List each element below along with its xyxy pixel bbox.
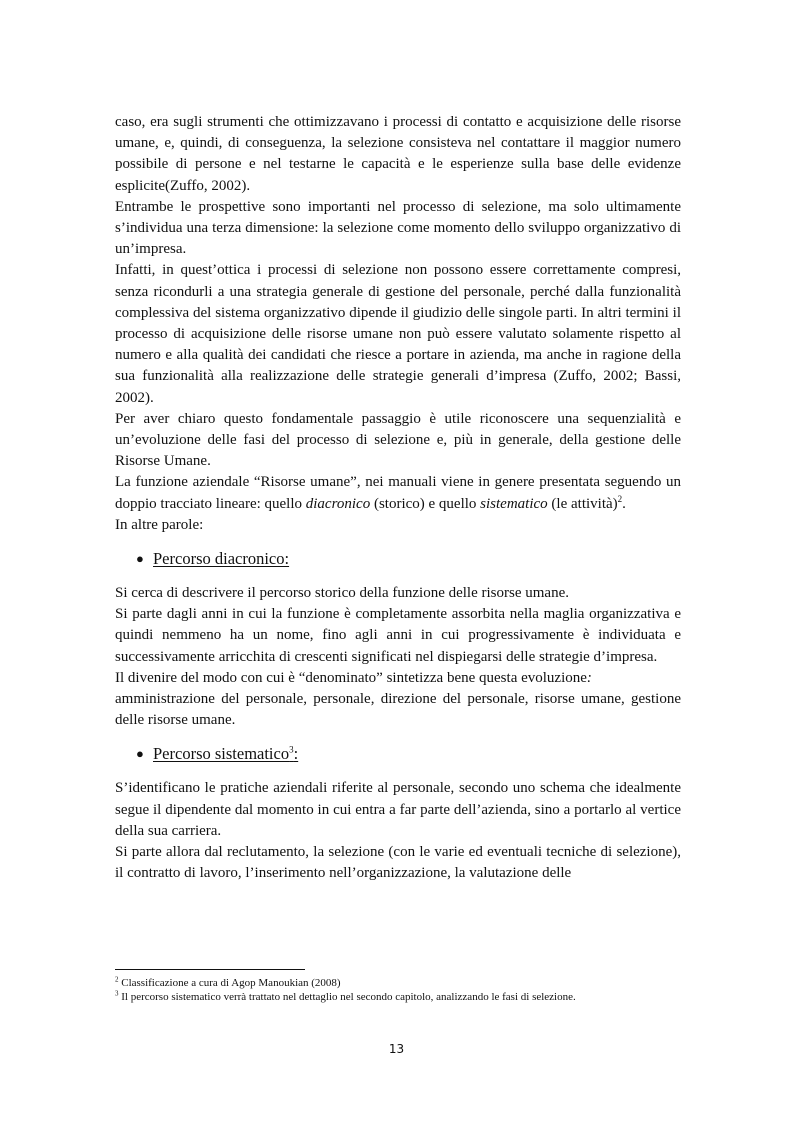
text-run: (storico) e quello	[370, 495, 481, 512]
footnote-ref-2: 2	[617, 493, 623, 504]
paragraph: amministrazione del personale, personale, direzione del personale, risorse umane, gestione delle risorse umane.	[115, 691, 681, 729]
footnote-text: Il percorso sistematico verrà trattato nel dettaglio nel secondo capitolo, analizzando le fasi di selezione.	[118, 990, 576, 1003]
paragraph: Si cerca di descrivere il percorso storico della funzione delle risorse umane.	[115, 585, 569, 602]
footnote-ref-3: 3	[289, 744, 294, 755]
text-run: La funzione aziendale “Risorse umane”, nei manuali viene in genere presentata seguendo un doppio tracciato lineare: quello	[115, 474, 681, 512]
paragraph: In altre parole:	[115, 516, 204, 533]
page-number: 13	[388, 1042, 405, 1056]
footnotes	[115, 977, 681, 1004]
bullet-heading-sistematico	[136, 743, 681, 766]
footnote-2	[115, 977, 681, 991]
paragraph: S’identificano le pratiche aziendali riferite al personale, secondo uno schema che idealmente segue il dipendente dal momento in cui entra a far parte dell’azienda, sino a portarlo al vertice della sua carriera.	[115, 780, 681, 839]
bullet-heading-diacronico	[136, 548, 681, 571]
section-title-diacronico: Percorso diacronico:	[153, 549, 290, 569]
section-heading-sistematico	[153, 743, 298, 765]
paragraph: Entrambe le prospettive sono importanti nel processo di selezione, ma solo ultimamente s’individua una terza dimensione: la selezione come momento dello sviluppo organizzativo di un’impresa.	[115, 198, 681, 258]
body-text	[115, 112, 681, 885]
emphasis-diacronico: diacronico	[305, 495, 371, 512]
text-run: (le attività)	[547, 495, 618, 512]
text-run: :	[293, 744, 299, 764]
paragraph: Si parte dagli anni in cui la funzione è completamente assorbita nella maglia organizzativa e quindi nemmeno ha un nome, fino agli anni in cui progressivamente è individuata e successivamente arricchita di crescenti significati nel dispiegarsi delle strategie d’impresa.	[115, 606, 681, 665]
paragraph-denominato	[115, 668, 681, 689]
paragraph: caso, era sugli strumenti che ottimizzavano i processi di contatto e acquisizione delle risorse umane, e, quindi, di conseguenza, la selezione consisteva nel contattare il maggior numero possibile di persone e nel testarne le capacità e le esperienze sulla base delle evidenze esplicite(Zuffo, 2002).	[115, 114, 681, 194]
paragraph-funzione	[115, 472, 681, 514]
footnote-number: 2	[115, 975, 119, 984]
bullet-icon: ●	[136, 551, 144, 567]
section-title-sistematico	[153, 744, 298, 763]
paragraph: Si parte allora dal reclutamento, la selezione (con le varie ed eventuali tecniche di selezione), il contratto di lavoro, l’inserimento nell’organizzazione, la valutazione delle	[115, 844, 681, 882]
paragraph: Infatti, in quest’ottica i processi di selezione non possono essere correttamente compresi, senza ricondurli a una strategia generale di gestione del personale, perché dalla funzionalità complessiva del sistema organizzativo dipende il giudizio delle singole parti. In altri termini il processo di acquisizione delle risorse umane non può essere valutato solamente rispetto al numero e alla qualità dei candidati che riesce a portare in azienda, ma anche in ragione della sua funzionalità alla realizzazione delle strategie generali d’impresa (Zuffo, 2002; Bassi, 2002).	[115, 262, 681, 406]
footnote-separator	[115, 969, 305, 970]
paragraph: Per aver chiaro questo fondamentale passaggio è utile riconoscere una sequenzialità e un’evoluzione delle fasi del processo di selezione e, più in generale, della gestione delle Risorse Umane.	[115, 410, 681, 470]
emphasis-sistematico: sistematico	[480, 495, 548, 512]
text-run: .	[622, 495, 626, 512]
text-run-colon: :	[586, 669, 592, 686]
footnote-text: Classificazione a cura di Agop Manoukian (2008)	[118, 977, 341, 989]
footnote-3	[115, 988, 681, 1005]
text-run: Il divenire del modo con cui è “denominato” sintetizza bene questa evoluzione	[115, 669, 587, 686]
text-run: Percorso sistematico	[153, 744, 290, 764]
bullet-icon: ●	[136, 746, 144, 762]
footnote-number: 3	[115, 988, 119, 997]
